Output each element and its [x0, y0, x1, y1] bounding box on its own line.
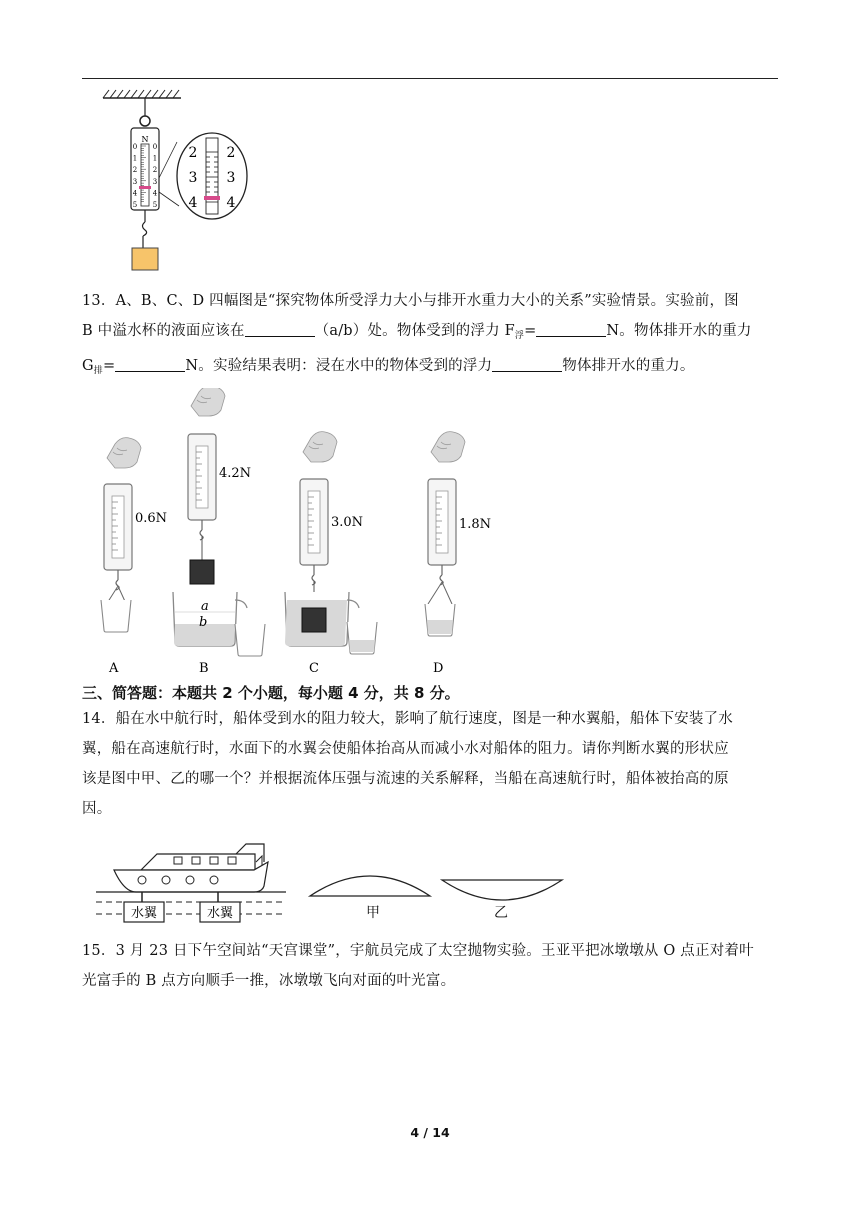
q14-text: 14．船在水中航行时，船体受到水的阻力较大，影响了航行速度，图是一种水翼船，船体下安装了水 翼，船在高速航行时，水面下的水翼会使船体抬高从而减小水对船体的阻力。请你判断水翼的形状应 该是图中甲、乙的哪一个？并根据流体压强与流速的关系解释，当船在高速航行时，船体被抬高的原 因。 [82, 711, 733, 817]
reading-a: 0.6N [135, 511, 168, 526]
zoom-right-number: 2 [226, 145, 236, 161]
scale-left-number: 0 [132, 143, 138, 151]
label-c: C [309, 661, 319, 676]
level-a: a [201, 599, 209, 614]
blank-displaced-weight[interactable] [115, 355, 185, 372]
reading-c: 3.0N [331, 515, 364, 530]
scale-right-number: 4 [152, 189, 158, 198]
blank-buoyancy[interactable] [536, 320, 606, 337]
shape-yi [442, 880, 562, 900]
scale-left-number: 5 [132, 201, 138, 209]
hydrofoil-label-2: 水翼 [206, 906, 234, 921]
hydrofoil-label-1: 水翼 [130, 906, 158, 921]
label-yi: 乙 [494, 905, 508, 921]
experiment-abcd-figure [95, 388, 515, 678]
scale-right-number: 5 [152, 201, 158, 209]
label-b: B [199, 661, 209, 676]
spring-balance-figure [95, 86, 255, 276]
q15-number: 15． [82, 943, 116, 959]
scale-left-number: 2 [132, 166, 138, 175]
label-d: D [433, 661, 444, 676]
zoom-right-number: 4 [226, 195, 236, 211]
scale-left-number: 1 [132, 154, 138, 163]
pointer-mark [139, 186, 151, 189]
q14-number: 14． [82, 711, 116, 727]
label-jia: 甲 [366, 905, 380, 921]
q13-text: 13．A、B、C、D 四幅图是“探究物体所受浮力大小与排开水重力大小的关系”实验情景。实验前，图 B 中溢水杯的液面应该在 （a/b）处。物体受到的浮力 $F_浮= N$。物体排开水的重力 $G_排= N$。实验结果表明：浸在水中的物体受到的浮力 物体排开水的重力。 [82, 293, 752, 376]
zoom-right-number: 3 [226, 170, 236, 186]
zoom-pointer [204, 196, 220, 200]
unit-label: N [141, 135, 149, 144]
zoom-left-number: 4 [188, 195, 198, 211]
reading-b: 4.2N [219, 466, 252, 481]
blank-relation[interactable] [492, 355, 562, 372]
weight-block [132, 248, 158, 270]
scale-right-number: 3 [152, 177, 158, 186]
q15-text: 15．3 月 23 日下午空间站“天宫课堂”，宇航员完成了太空抛物实验。王亚平把冰墩墩从 O 点正对着叶 光富手的 B 点方向顺手一推，冰墩墩飞向对面的叶光富。 [82, 943, 754, 989]
page-number: 4 / 14 [410, 1125, 450, 1140]
header-rule [82, 78, 778, 79]
scale-left-number: 3 [132, 177, 138, 186]
block-c [302, 608, 326, 632]
block-b [190, 560, 214, 584]
blank-level[interactable] [245, 320, 315, 337]
reading-d: 1.8N [459, 517, 492, 532]
zoom-left-number: 2 [188, 145, 198, 161]
scale-right-number: 1 [152, 154, 158, 163]
scale-left-number: 4 [132, 189, 138, 198]
q13-number: 13． [82, 293, 116, 309]
scale-right-number: 2 [152, 166, 158, 175]
shape-jia [310, 876, 430, 896]
section-3-title: 三、简答题：本题共 2 个小题，每小题 4 分，共 8 分。 [82, 684, 460, 702]
scale-right-number: 0 [152, 143, 158, 151]
zoom-left-number: 3 [188, 170, 198, 186]
label-a: A [109, 661, 119, 676]
level-b: b [199, 615, 208, 630]
